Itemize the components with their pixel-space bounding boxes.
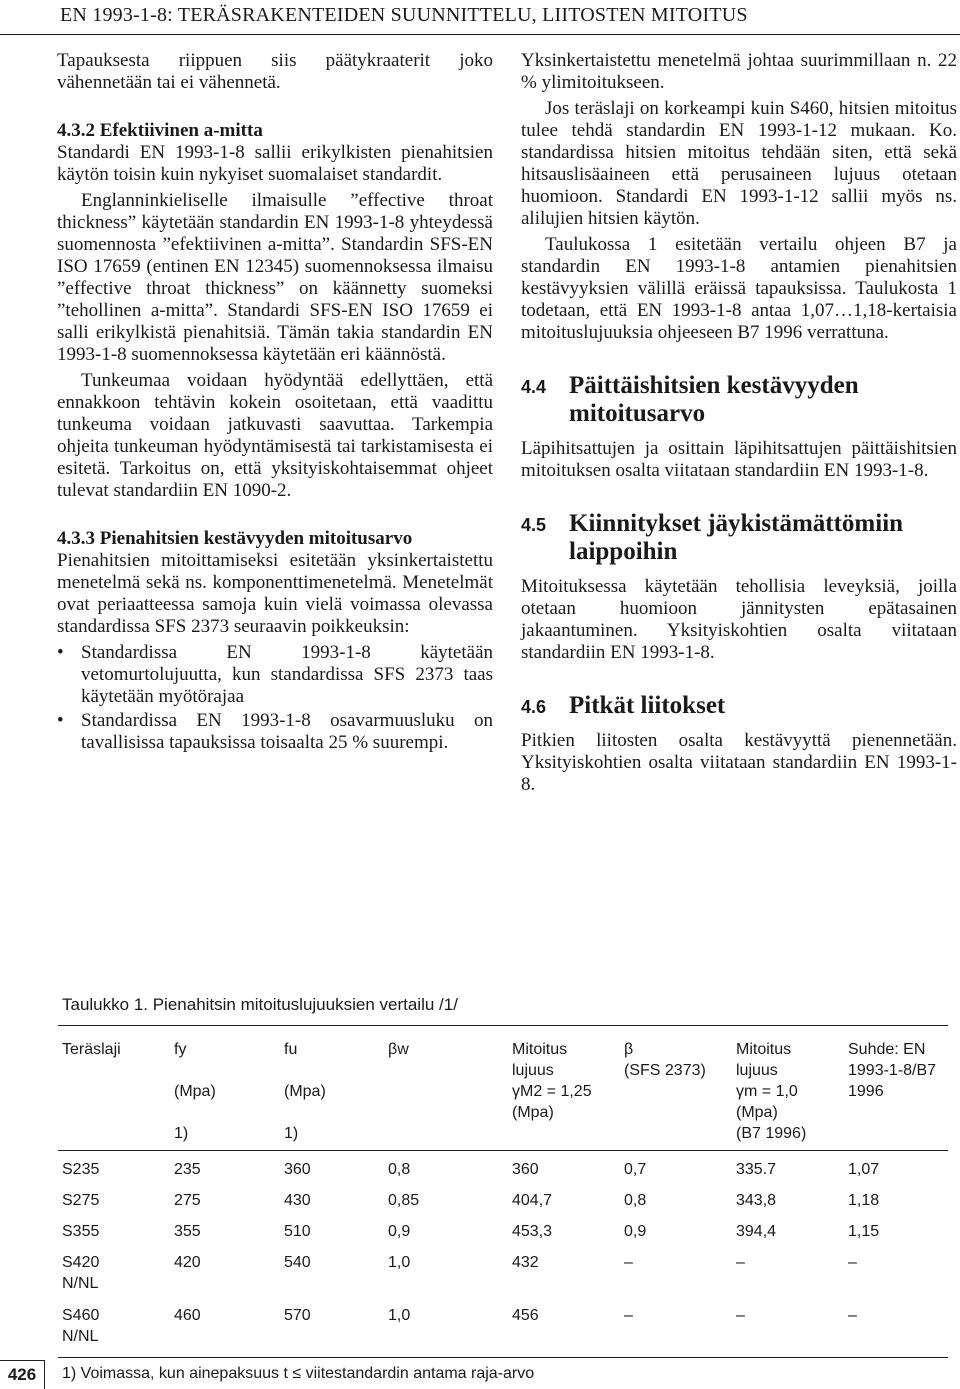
table-cell: 1,07 <box>848 1161 880 1178</box>
table-cell: 1,18 <box>848 1192 880 1209</box>
section-4-3-3-paragraph-1: Pienahitsien mitoittamiseksi esitetään yksinkertaistettu menetelmä sekä ns. komponenttimenetelmä. Menetelmät ovat periaatteessa samoja kuin vielä voimassa olevassa standardissa SFS 2373 seuraavin poikkeuksin: <box>57 550 493 637</box>
section-4-6-title: Pitkät liitokset <box>569 692 726 719</box>
page-number: 426 <box>0 1360 45 1389</box>
left-paragraph-1: Tapauksesta riippuen siis päätykraaterit joko vähennetään tai ei vähennetä. <box>57 50 493 93</box>
table-header-cell: βw <box>388 1041 409 1058</box>
table-cell: 394,4 <box>736 1223 777 1240</box>
right-paragraph-1: Yksinkertaistettu menetelmä johtaa suurimmillaan n. 22 % ylimitoitukseen. <box>521 50 957 93</box>
table-row-label: S420 <box>62 1254 100 1271</box>
table-cell: 432 <box>512 1254 539 1271</box>
bullet-symbol: • <box>57 710 64 731</box>
table-cell: – <box>736 1254 745 1271</box>
table-header-cell: (B7 1996) <box>736 1125 807 1142</box>
table-header-cell: Mitoitus <box>736 1041 792 1058</box>
table-cell: 360 <box>512 1161 539 1178</box>
table-header-cell: γm = 1,0 <box>736 1083 798 1100</box>
table-cell: 355 <box>174 1223 201 1240</box>
section-4-5-number: 4.5 <box>521 515 547 535</box>
table-header-cell: (Mpa) <box>736 1104 778 1121</box>
table-header-cell: lujuus <box>736 1062 778 1079</box>
section-4-4-number: 4.4 <box>521 377 547 397</box>
table-cell: 0,9 <box>388 1223 411 1240</box>
table-cell: 343,8 <box>736 1192 777 1209</box>
table-header-cell: (Mpa) <box>284 1083 326 1100</box>
table-header-cell: Teräslaji <box>62 1041 121 1058</box>
table-row-label: S235 <box>62 1161 100 1178</box>
table-row-label: S460 <box>62 1307 100 1324</box>
table-cell: 1,15 <box>848 1223 880 1240</box>
table-cell: 404,7 <box>512 1192 553 1209</box>
table-cell: 1,0 <box>388 1254 411 1271</box>
section-4-6-number: 4.6 <box>521 697 547 717</box>
table-cell: 0,85 <box>388 1192 420 1209</box>
table-cell: 510 <box>284 1223 311 1240</box>
table-top-rule <box>58 1025 948 1026</box>
section-4-4-paragraph: Läpihitsattujen ja osittain läpihitsattujen päittäishitsien mitoituksen osalta viitataan standardiin EN 1993-1-8. <box>521 438 957 481</box>
table-cell: – <box>736 1307 745 1324</box>
table-row-label: S275 <box>62 1192 100 1209</box>
table-cell: 1,0 <box>388 1307 411 1324</box>
table-caption: Taulukko 1. Pienahitsin mitoituslujuuksien vertailu /1/ <box>62 995 458 1014</box>
table-header-cell: Mitoitus <box>512 1041 568 1058</box>
section-4-6-heading <box>521 692 957 720</box>
table-cell: 456 <box>512 1307 539 1324</box>
table-cell: – <box>624 1307 633 1324</box>
table-cell: 453,3 <box>512 1223 553 1240</box>
section-4-5-paragraph: Mitoituksessa käytetään tehollisia leveyksiä, joilla otetaan huomioon jännitysten epätasainen jakaantuminen. Yksityiskohtien osalta viitataan standardiin EN 1993-1-8. <box>521 576 957 663</box>
section-4-3-2-paragraph-1: Standardi EN 1993-1-8 sallii erikylkisten pienahitsien käytön toisin kuin nykyiset suomalaiset standardit. <box>57 142 493 185</box>
table-header-rule <box>58 1150 948 1151</box>
right-paragraph-3: Taulukossa 1 esitetään vertailu ohjeen B7 ja standardin EN 1993-1-8 antamien pienahitsien kestävyyksien välillä eräissä tapauksissa. Taulukosta 1 todetaan, että EN 1993-1-8 antaa 1,07…1,18-kertaisia mitoituslujuuksia ohjeeseen B7 1996 verrattuna. <box>521 234 957 343</box>
table-header-cell: fy <box>174 1041 187 1058</box>
bullet-symbol: • <box>57 642 64 663</box>
table-header-cell: 1993-1-8/B7 <box>848 1062 937 1079</box>
table-cell: 540 <box>284 1254 311 1271</box>
section-4-3-2-paragraph-2: Englanninkieliselle ilmaisulle ”effective throat thickness” käytetään standardin EN 1993-1-8 yhteydessä suomennosta ”efektiivinen a-mitta”. Standardin SFS-EN ISO 17659 (entinen EN 12345) suomennoksessa ilmaisu ”effective throat thickness” on käännetty suomeksi ”tehollinen a-mitta”. Standardi SFS-EN ISO 17659 ei salli erikylkistä pienahitsiä. Tämän takia standardin EN 1993-1-8 suomennoksessa käytetään eri käännöstä. <box>57 190 493 365</box>
running-header <box>0 0 960 35</box>
table-header-cell: 1996 <box>848 1083 884 1100</box>
table-cell: 460 <box>174 1307 201 1324</box>
table-cell: 0,9 <box>624 1223 647 1240</box>
table-row-label-suffix: N/NL <box>62 1328 99 1345</box>
table-header-cell: (Mpa) <box>174 1083 216 1100</box>
table-cell: 420 <box>174 1254 201 1271</box>
bullet-item: • Standardissa EN 1993-1-8 käytetään vetomurtolujuutta, kun standardissa SFS 2373 taas käytetään myötörajaa <box>57 642 493 707</box>
section-4-3-2-paragraph-3: Tunkeumaa voidaan hyödyntää edellyttäen, että ennakkoon tehtävin kokein osoitetaan, että vaadittu tunkeuma voidaan jatkuvasti saavuttaa. Tarkempia ohjeita tunkeuman hyödyntämisestä tai tarkistamisesta ei esitetä. Tarkoitus on, että yksityiskohtaisemmat ohjeet tulevat standardiin EN 1090-2. <box>57 370 493 501</box>
table-row-label-suffix: N/NL <box>62 1275 99 1292</box>
right-paragraph-2: Jos teräslaji on korkeampi kuin S460, hitsien mitoitus tulee tehdä standardin EN 1993-1-12 mukaan. Ko. standardissa hitsien mitoitus tehdään siten, että sekä hitsauslisäaineen että perusaineen lujuus otetaan huomioon. Standardi EN 1993-1-12 sallii myös ns. alilujien hitsien käytön. <box>521 98 957 229</box>
table-row-label: S355 <box>62 1223 100 1240</box>
table-cell: 0,8 <box>388 1161 411 1178</box>
table-bottom-rule <box>58 1357 948 1358</box>
section-4-5-title: Kiinnitykset jäykistämättömiin laippoihin <box>569 510 904 565</box>
running-header-title: EN 1993-1-8: TERÄSRAKENTEIDEN SUUNNITTELU, LIITOSTEN MITOITUS <box>60 4 748 26</box>
table-header-cell: (Mpa) <box>512 1104 554 1121</box>
section-4-5-heading <box>521 510 957 566</box>
table-cell: 430 <box>284 1192 311 1209</box>
table-cell: 0,7 <box>624 1161 647 1178</box>
section-4-4-heading <box>521 372 957 428</box>
section-4-6-paragraph: Pitkien liitosten osalta kestävyyttä pienennetään. Yksityiskohtien osalta viitataan standardiin EN 1993-1-8. <box>521 730 957 795</box>
table-cell: 275 <box>174 1192 201 1209</box>
table-cell: 335.7 <box>736 1161 777 1178</box>
table-cell: 360 <box>284 1161 311 1178</box>
table-header-cell: Suhde: EN <box>848 1041 926 1058</box>
section-4-3-3-heading: 4.3.3 Pienahitsien kestävyyden mitoitusarvo <box>57 528 413 549</box>
right-column <box>521 50 957 800</box>
section-4-4-title: Päittäishitsien kestävyyden mitoitusarvo <box>569 372 859 427</box>
bullet-item: • Standardissa EN 1993-1-8 osavarmuusluku on tavallisissa tapauksissa toisaalta 25 % suurempi. <box>57 710 493 753</box>
table-cell: – <box>624 1254 633 1271</box>
table-cell: – <box>848 1307 857 1324</box>
table-header-cell: β <box>624 1041 634 1058</box>
table-cell: – <box>848 1254 857 1271</box>
table-header-cell: (SFS 2373) <box>624 1062 706 1079</box>
table-cell: 570 <box>284 1307 311 1324</box>
table-cell: 235 <box>174 1161 201 1178</box>
table-header-cell: γM2 = 1,25 <box>512 1083 592 1100</box>
table-footnote: 1) Voimassa, kun ainepaksuus t ≤ viitestandardin antama raja-arvo <box>62 1365 535 1382</box>
bullet-list <box>57 642 493 754</box>
table-cell: 0,8 <box>624 1192 647 1209</box>
table-header-cell: fu <box>284 1041 298 1058</box>
table-header-cell: 1) <box>284 1125 299 1142</box>
table-header-cell: 1) <box>174 1125 189 1142</box>
section-4-3-2-heading: 4.3.2 Efektiivinen a-mitta <box>57 120 263 141</box>
table-header-cell: lujuus <box>512 1062 554 1079</box>
left-column <box>57 50 493 756</box>
